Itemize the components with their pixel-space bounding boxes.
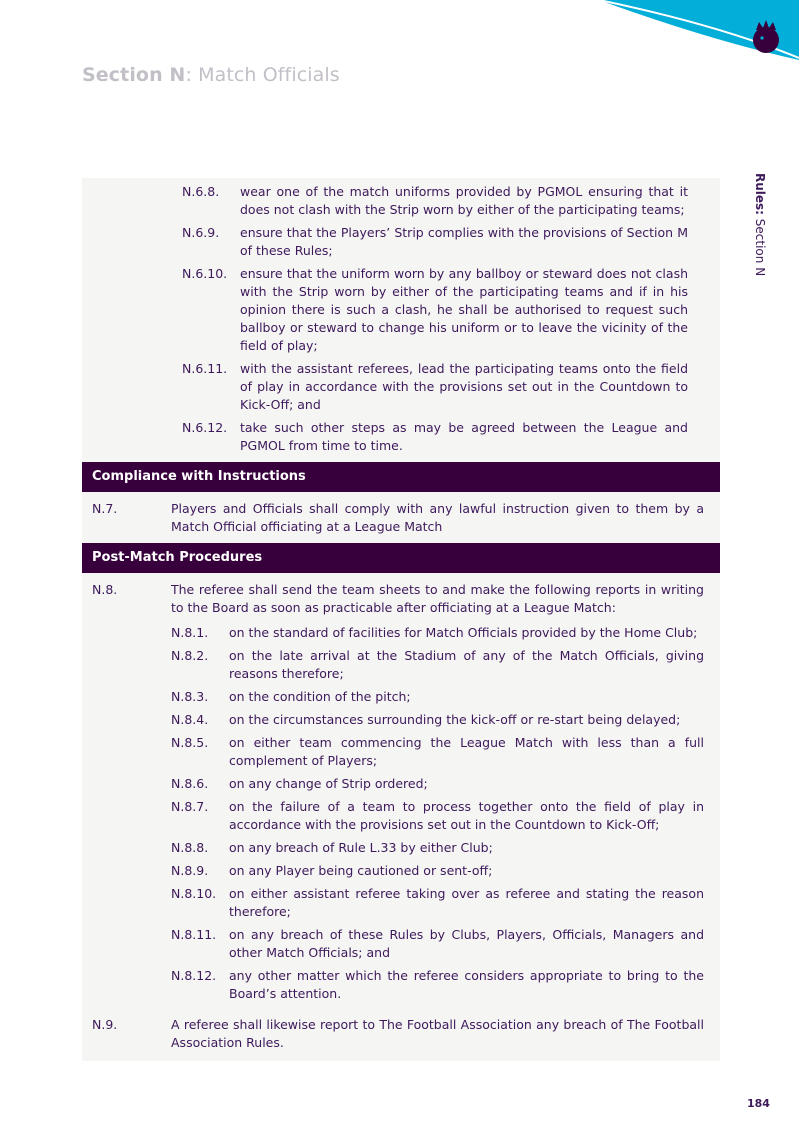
rule-item: N.6.10. ensure that the uniform worn by any ballboy or steward does not clash with the Strip worn by either of the participating teams and if in his opinion there is such a clash, he shall be authorised to request such ballboy or steward to change his uniform or to leave the vicinity of the field of play; — [182, 266, 688, 353]
rule-item: N.6.11. with the assistant referees, lead the participating teams onto the field of play in accordance with the provisions set out in the Countdown to Kick-Off; and — [182, 361, 688, 412]
rule-item: N.8.9. on any Player being cautioned or sent-off; — [171, 863, 493, 878]
rule-item: N.8.5. on either team commencing the League Match with less than a full complement of Players; — [171, 735, 704, 768]
section-title: Section N: Match Officials — [82, 64, 340, 86]
rule-item: N.8.6. on any change of Strip ordered; — [171, 776, 428, 791]
page-number: 184 — [747, 1097, 770, 1110]
corner-decoration — [599, 0, 799, 90]
rule-sublist-n8 — [82, 624, 720, 1010]
rule-item: N.6.8. wear one of the match uniforms provided by PGMOL ensuring that it does not clash with the Strip worn by either of the participating teams; — [182, 184, 688, 217]
post-match-heading: Post-Match Procedures — [82, 543, 720, 573]
side-section-label: Rules: Section N — [753, 173, 767, 277]
rule-item: N.6.9. ensure that the Players’ Strip complies with the provisions of Section M of these Rules; — [182, 225, 688, 258]
rule-item: N.8.12. any other matter which the referee considers appropriate to bring to the Board’s attention. — [171, 968, 704, 1001]
rule-block-n6 — [82, 178, 720, 462]
rules-content — [82, 178, 720, 1061]
rule-item: N.8.3. on the condition of the pitch; — [171, 689, 411, 704]
rule-item: N.8.1. on the standard of facilities for Match Officials provided by the Home Club; — [171, 625, 698, 640]
rule-item: N.8.2. on the late arrival at the Stadium of any of the Match Officials, giving reasons therefore; — [171, 648, 704, 681]
rule-paragraph: N.7. Players and Officials shall comply with any lawful instruction given to them by a Match Official officiating at a League Match — [92, 501, 704, 534]
rule-paragraph: N.8. The referee shall send the team sheets to and make the following reports in writing to the Board as soon as practicable after officiating at a League Match: — [92, 582, 704, 615]
rule-item: N.8.4. on the circumstances surrounding the kick-off or re-start being delayed; — [171, 712, 681, 727]
rule-item: N.8.10. on either assistant referee taking over as referee and stating the reason therefore; — [171, 886, 704, 919]
rule-block-n7 — [82, 492, 720, 543]
rule-item: N.6.12. take such other steps as may be agreed between the League and PGMOL from time to time. — [182, 420, 688, 453]
rule-paragraph: N.9. A referee shall likewise report to The Football Association any breach of The Football Association Rules. — [92, 1017, 704, 1050]
compliance-heading: Compliance with Instructions — [82, 462, 720, 492]
rule-item: N.8.8. on any breach of Rule L.33 by either Club; — [171, 840, 493, 855]
rule-item: N.8.7. on the failure of a team to process together onto the field of play in accordance with the provisions set out in the Countdown to Kick-Off; — [171, 799, 704, 832]
rule-block-n8 — [82, 573, 720, 624]
rule-item: N.8.11. on any breach of these Rules by Clubs, Players, Officials, Managers and other Match Officials; and — [171, 927, 704, 960]
rule-block-n9 — [82, 1010, 720, 1061]
